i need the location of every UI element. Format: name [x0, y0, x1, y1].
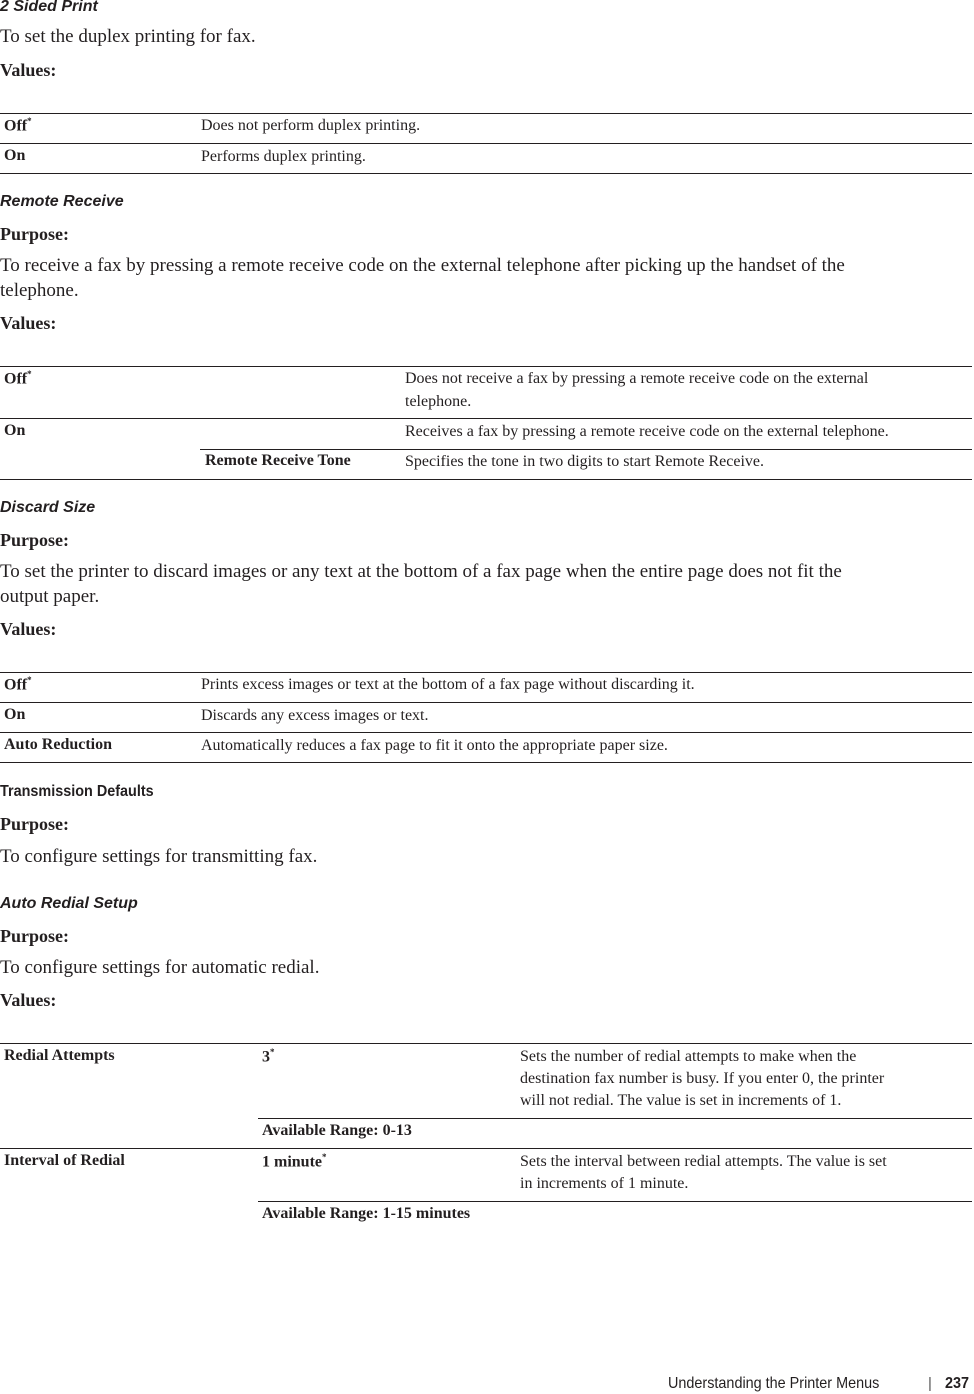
- paragraph: To set the printer to discard images or any text at the bottom of a fax page when the entire page does not fit the: [0, 561, 842, 582]
- table-cell-value: Off*: [4, 675, 32, 694]
- table-rule: [200, 449, 972, 450]
- table-cell-desc: Sets the number of redial attempts to make when the: [520, 1048, 857, 1065]
- section-heading: Discard Size: [0, 499, 96, 516]
- table-cell-desc: Prints excess images or text at the bottom of a fax page without discarding it.: [201, 676, 695, 693]
- paragraph: output paper.: [0, 586, 100, 607]
- section-heading: Transmission Defaults: [0, 783, 154, 800]
- paragraph: To receive a fax by pressing a remote receive code on the external telephone after picking up the handset of the: [0, 255, 845, 276]
- table-cell-desc: Automatically reduces a fax page to fit it onto the appropriate paper size.: [201, 737, 668, 754]
- purpose-label: Purpose:: [0, 926, 69, 946]
- table-cell-desc: Does not perform duplex printing.: [201, 117, 421, 134]
- table-cell-value: On: [4, 422, 26, 439]
- table-cell-name: Interval of Redial: [4, 1152, 125, 1169]
- table-cell-range: Available Range: 0-13: [262, 1122, 412, 1139]
- table-cell-desc: Performs duplex printing.: [201, 148, 366, 165]
- table-rule: [0, 366, 972, 367]
- values-label: Values:: [0, 990, 57, 1010]
- page-number: 237: [945, 1375, 970, 1392]
- table-cell-value: 3*: [262, 1047, 275, 1066]
- table-cell-desc: will not redial. The value is set in increments of 1.: [520, 1092, 842, 1109]
- table-cell-value: 1 minute*: [262, 1152, 327, 1171]
- table-rule: [0, 1043, 972, 1044]
- table-cell-desc: Sets the interval between redial attempts. The value is set: [520, 1153, 887, 1170]
- table-cell-desc: Receives a fax by pressing a remote receive code on the external telephone.: [405, 423, 889, 440]
- purpose-label: Purpose:: [0, 224, 69, 244]
- values-label: Values:: [0, 60, 57, 80]
- table-cell-desc: telephone.: [405, 393, 472, 410]
- table-rule: [0, 113, 972, 114]
- table-rule: [0, 732, 972, 733]
- table-rule: [258, 1201, 972, 1202]
- section-heading: 2 Sided Print: [0, 0, 98, 15]
- table-cell-value: On: [4, 147, 26, 164]
- table-rule: [0, 143, 972, 144]
- paragraph: To configure settings for transmitting fax.: [0, 846, 318, 867]
- table-cell-desc: Does not receive a fax by pressing a remote receive code on the external: [405, 370, 869, 387]
- section-heading: Auto Redial Setup: [0, 895, 138, 912]
- table-rule: [0, 173, 972, 174]
- purpose-label: Purpose:: [0, 530, 69, 550]
- table-cell-desc: Discards any excess images or text.: [201, 707, 429, 724]
- table-rule: [0, 762, 972, 763]
- table-cell-name: Redial Attempts: [4, 1047, 115, 1064]
- paragraph: To set the duplex printing for fax.: [0, 26, 256, 47]
- table-cell-value: Off*: [4, 369, 32, 388]
- values-label: Values:: [0, 313, 57, 333]
- table-rule: [0, 672, 972, 673]
- table-rule: [0, 479, 972, 480]
- table-cell-value: Auto Reduction: [4, 736, 113, 753]
- table-cell-desc: destination fax number is busy. If you enter 0, the printer: [520, 1070, 885, 1087]
- table-rule: [258, 1118, 972, 1119]
- footer-separator: |: [928, 1375, 932, 1392]
- table-rule: [0, 418, 972, 419]
- section-heading: Remote Receive: [0, 193, 124, 210]
- values-label: Values:: [0, 619, 57, 639]
- table-cell-desc: in increments of 1 minute.: [520, 1175, 689, 1192]
- table-cell-range: Available Range: 1-15 minutes: [262, 1205, 471, 1222]
- table-cell-value: On: [4, 706, 26, 723]
- table-cell-value: Off*: [4, 116, 32, 135]
- footer-title: Understanding the Printer Menus: [668, 1375, 880, 1392]
- paragraph: To configure settings for automatic redial.: [0, 957, 320, 978]
- table-cell-desc: Specifies the tone in two digits to start Remote Receive.: [405, 453, 765, 470]
- table-rule: [0, 702, 972, 703]
- purpose-label: Purpose:: [0, 814, 69, 834]
- table-rule: [0, 1148, 972, 1149]
- table-cell-subitem: Remote Receive Tone: [205, 452, 351, 469]
- paragraph: telephone.: [0, 280, 79, 301]
